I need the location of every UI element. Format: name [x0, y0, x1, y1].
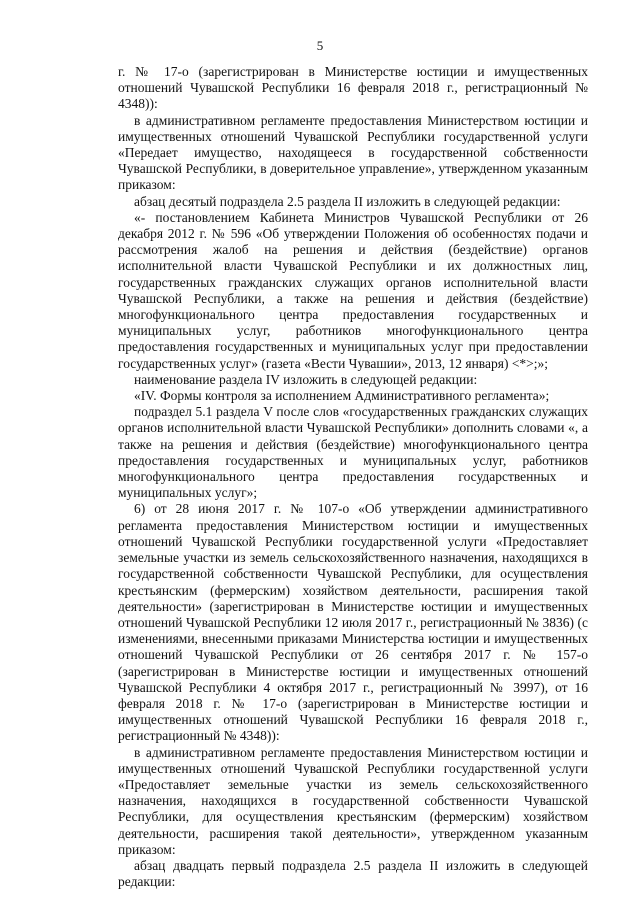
page-number: 5 [316, 38, 324, 53]
paragraph: г. № 17-о (зарегистрирован в Министерстве юстиции и имущественных отношений Чувашской Республики 16 февраля 2018 г., регистрационный № 4348)): [118, 64, 588, 112]
paragraph: наименование раздела IV изложить в следующей редакции: [134, 371, 478, 387]
paragraph: в административном регламенте предоставления Министерством юстиции и имущественных отношений Чувашской Республики государственной услуги «Предоставляет земельные участки из земель сельскохозяйственного назначения, находящихся в государственной собственности Чувашской Республики, для осуществления крестьянским (фермерским) хозяйством деятельности, расширения такой деятельности», утвержденном указанным приказом: [118, 744, 588, 857]
paragraph: абзац двадцать первый подраздела 2.5 раздела II изложить в следующей редакции: [118, 857, 588, 890]
paragraph: подраздел 5.1 раздела V после слов «государственных гражданских служащих органов исполнительной власти Чувашской Республики» дополнить словами «, а также на решения и действия (бездействие) многофункционального центра предоставления государственных и муниципальных услуг, работников многофункционального центра предоставления государственных и муниципальных услуг»; [118, 404, 588, 501]
paragraph: абзац десятый подраздела 2.5 раздела II изложить в следующей редакции: [134, 193, 561, 209]
paragraph: «IV. Формы контроля за исполнением Административного регламента»; [134, 388, 550, 404]
paragraph: 6) от 28 июня 2017 г. № 107-о «Об утверждении административного регламента предоставления Министерством юстиции и имущественных отношений Чувашской Республики государственной услуги «Предоставляет земельные участки из земель сельскохозяйственного назначения, находящихся в государственной собственности Чувашской Республики, для осуществления крестьянским (фермерским) хозяйством деятельности, расширения такой деятельности» (зарегистрирован в Министерстве юстиции и имущественных отношений Чувашской Республики 12 июля 2017 г., регистрационный № 3836) (с изменениями, внесенными приказами Министерства юстиции и имущественных отношений Чувашской Республики от 26 сентября 2017 г. № 157-о (зарегистрирован в Министерстве юстиции и имущественных отношений Чувашской Республики 4 октября 2017 г., регистрационный № 3997), от 16 февраля 2018 г. № 17-о (зарегистрирован в Министерстве юстиции и имущественных отношений Чувашской Республики 16 февраля 2018 г., регистрационный № 4348)): [118, 501, 588, 744]
paragraph: в административном регламенте предоставления Министерством юстиции и имущественных отношений Чувашской Республики государственной услуги «Передает имущество, находящееся в государственной собственности Чувашской Республики, в доверительное управление», утвержденном указанным приказом: [118, 112, 588, 193]
document-body [118, 64, 588, 890]
paragraph: «- постановлением Кабинета Министров Чувашской Республики от 26 декабря 2012 г. № 596 «Об утверждении Положения об особенностях подачи и рассмотрения жалоб на решения и действия (бездействие) органов исполнительной власти Чувашской Республики и их должностных лиц, государственных гражданских служащих органов исполнительной власти Чувашской Республики, а также на решения и действия (бездействие) многофункционального центра предоставления государственных и муниципальных услуг, работников многофункционального центра предоставления государственных и муниципальных услуг при предоставлении государственных услуг» (газета «Вести Чувашии», 2013, 12 января) <*>;»; [118, 209, 588, 371]
